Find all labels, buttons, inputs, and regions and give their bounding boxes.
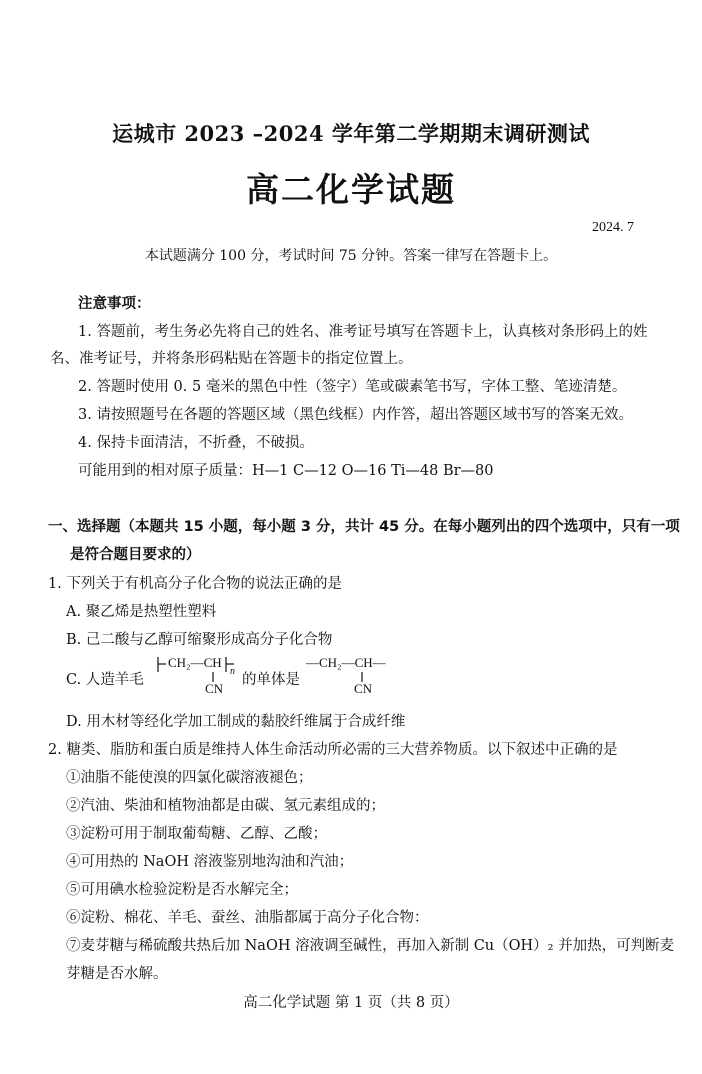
section-heading-line1: 一、选择题（本题共 15 小题，每小题 3 分，共计 45 分。在每小题列出的四个选项中，只有一项 xyxy=(48,519,680,535)
note-item-1-line2: 名、准考证号，并将条形码粘贴在答题卡的指定位置上。 xyxy=(50,351,413,367)
exam-title-subject: 高二化学试题 xyxy=(246,170,456,209)
question-2-statement-6: ⑥淀粉、棉花、羊毛、蚕丝、油脂都属于高分子化合物： xyxy=(66,910,429,926)
question-2-statement-4: ④可用热的 NaOH 溶液鉴别地沟油和汽油； xyxy=(66,854,354,870)
question-1-option-c-prefix: C. 人造羊毛 xyxy=(66,672,144,688)
monomer-chain-text: —CH₂—CH— xyxy=(306,655,386,670)
note-item-3: 3. 请按照题号在各题的答题区域（黑色线框）内作答，超出答题区域书写的答案无效。 xyxy=(78,407,633,423)
polymer-chain-text: CH₂—CH xyxy=(168,655,222,670)
question-2-statement-5: ⑤可用碘水检验淀粉是否水解完全； xyxy=(66,882,298,898)
question-1-option-a: A. 聚乙烯是热塑性塑料 xyxy=(66,604,217,620)
polymer-cn-group: CN xyxy=(205,681,224,696)
section-heading-line2: 是符合题目要求的） xyxy=(70,547,201,563)
polymer-structure xyxy=(156,652,246,696)
question-2-statement-2: ②汽油、柴油和植物油都是由碳、氢元素组成的； xyxy=(66,798,385,814)
question-1-option-c-middle: 的单体是 xyxy=(242,672,300,688)
monomer-cn-group: CN xyxy=(354,681,373,696)
page-footer: 高二化学试题 第 1 页（共 8 页） xyxy=(243,995,459,1011)
exam-instructions-summary: 本试题满分 100 分，考试时间 75 分钟。答案一律写在答题卡上。 xyxy=(144,248,558,264)
atomic-masses: 可能用到的相对原子质量：H—1 C—12 O—16 Ti—48 Br—80 xyxy=(78,463,494,479)
notes-heading: 注意事项： xyxy=(78,296,151,312)
question-2-statement-3: ③淀粉可用于制取葡萄糖、乙醇、乙酸； xyxy=(66,826,327,842)
note-item-2: 2. 答题时使用 0. 5 毫米的黑色中性（签字）笔或碳素笔书写，字体工整、笔迹清楚。 xyxy=(78,379,627,395)
note-item-1-line1: 1. 答题前，考生务必先将自己的姓名、准考证号填写在答题卡上，认真核对条形码上的姓 xyxy=(78,324,648,340)
exam-date: 2024. 7 xyxy=(592,220,634,235)
question-2-statement-7-line2: 芽糖是否水解。 xyxy=(66,966,168,982)
question-1-option-b: B. 己二酸与乙醇可缩聚形成高分子化合物 xyxy=(66,632,333,648)
question-2-statement-7-line1: ⑦麦芽糖与稀硫酸共热后加 NaOH 溶液调至碱性，再加入新制 Cu（OH）₂ 并加热，可判断麦 xyxy=(66,938,675,954)
question-1-option-d: D. 用木材等经化学加工制成的黏胶纤维属于合成纤维 xyxy=(66,714,406,730)
question-2-statement-1: ①油脂不能使溴的四氯化碳溶液褪色； xyxy=(66,770,313,786)
question-1-stem: 1. 下列关于有机高分子化合物的说法正确的是 xyxy=(48,576,342,592)
polymer-degree-n: n xyxy=(230,666,235,677)
monomer-structure xyxy=(306,652,390,696)
exam-title-line1: 运城市 2023 –2024 学年第二学期期末调研测试 xyxy=(112,121,590,146)
question-2-stem: 2. 糖类、脂肪和蛋白质是维持人体生命活动所必需的三大营养物质。以下叙述中正确的是 xyxy=(48,742,618,758)
note-item-4: 4. 保持卡面清洁，不折叠，不破损。 xyxy=(78,435,314,451)
